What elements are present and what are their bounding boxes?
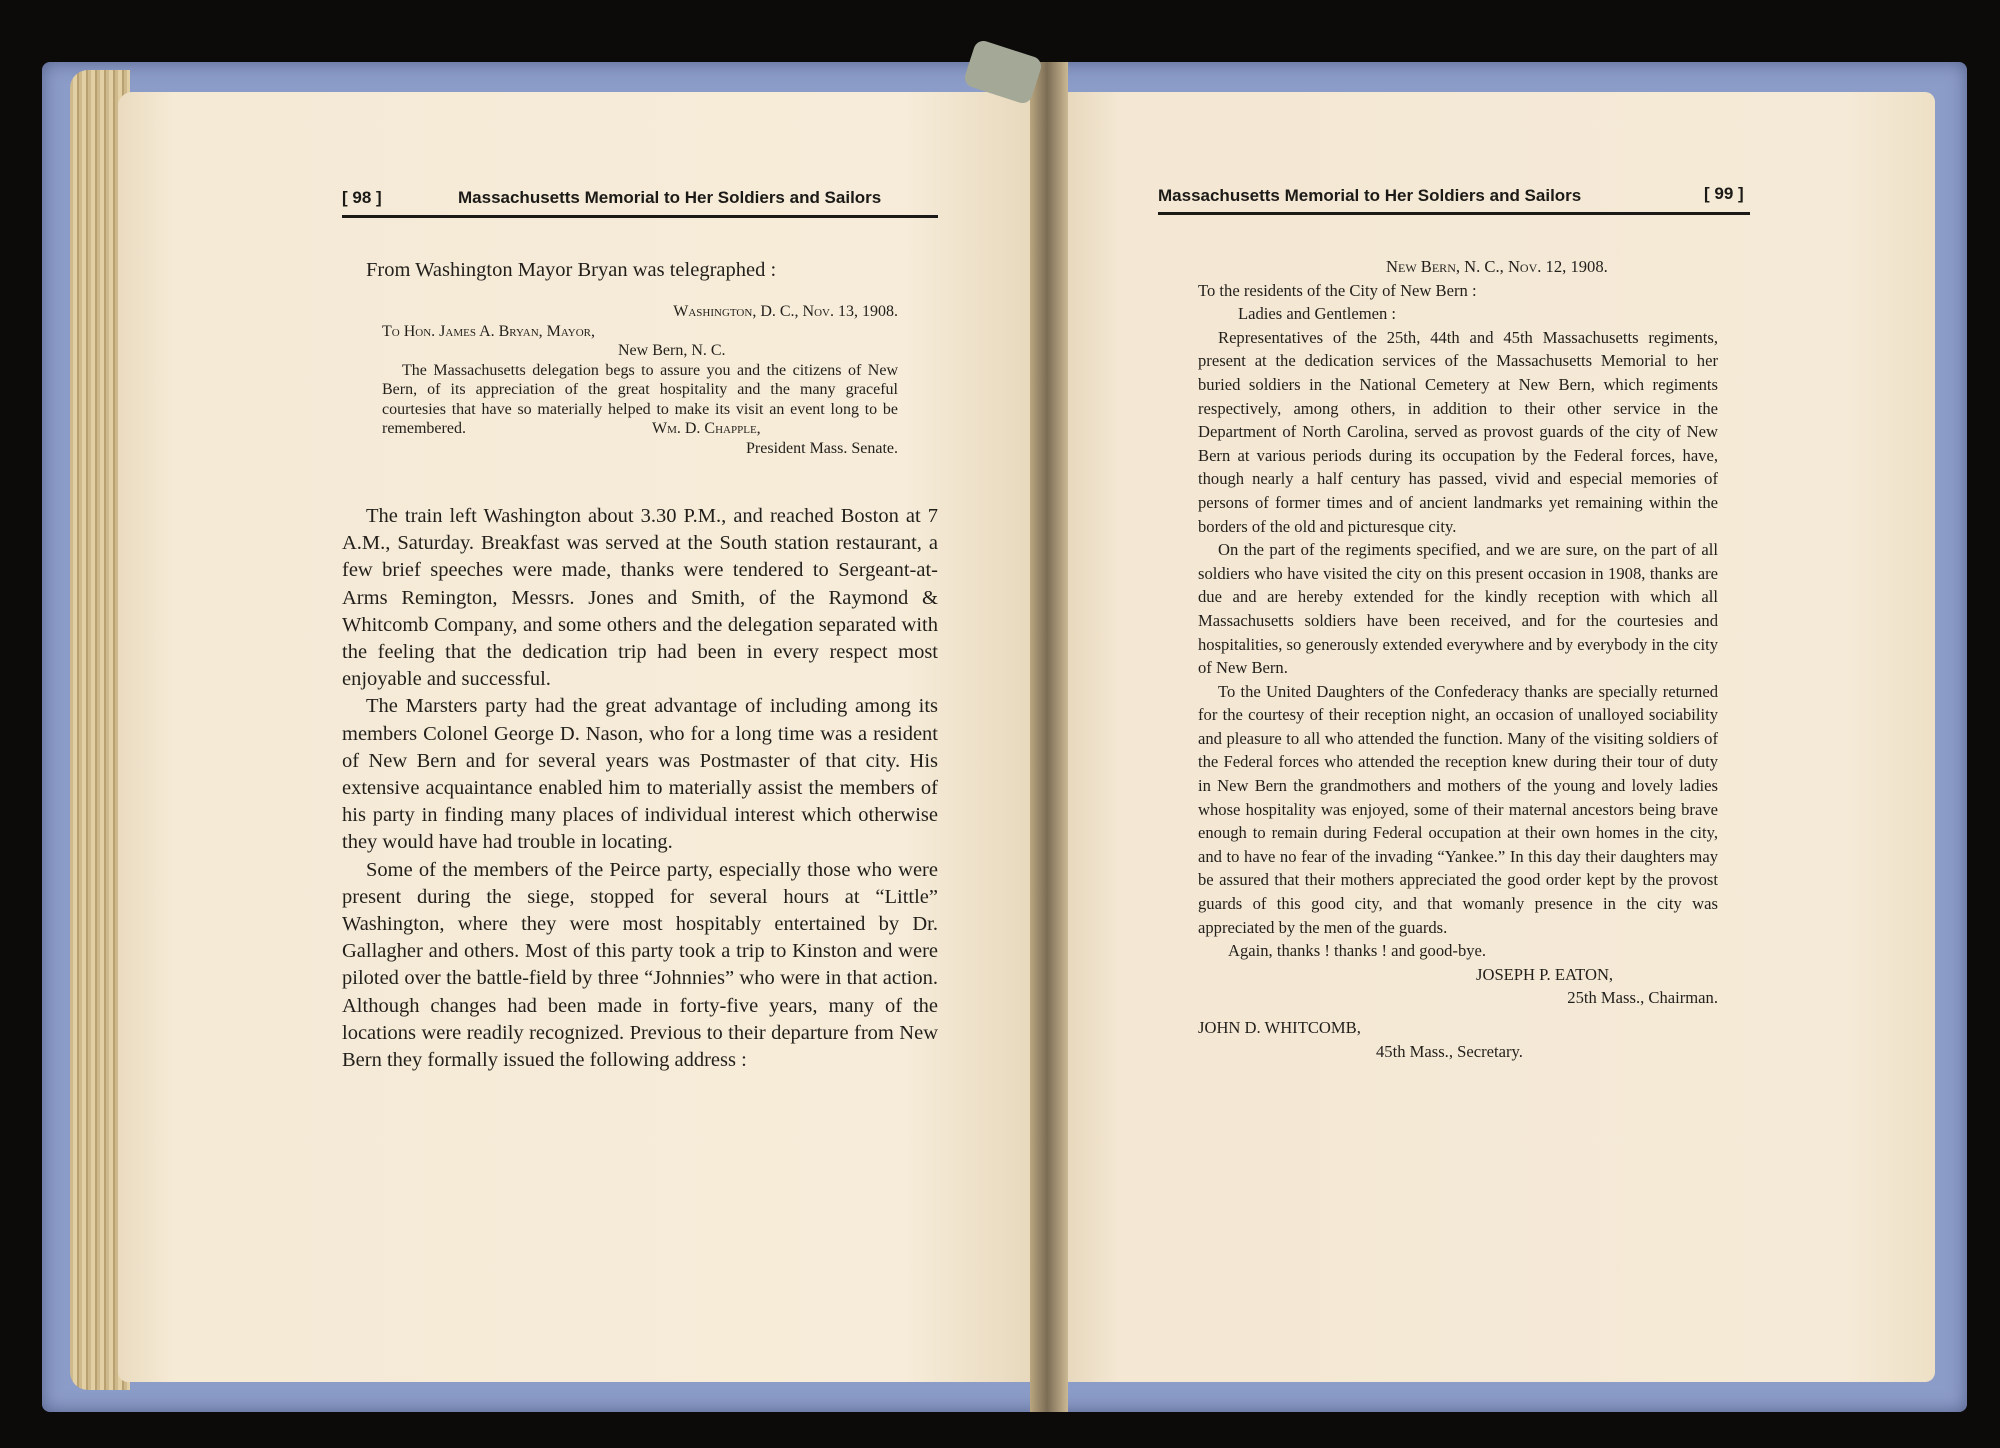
signer-eaton-title: 25th Mass., Chairman. [1567,988,1718,1008]
letter-salutation: Ladies and Gentlemen : [1238,304,1397,324]
paragraph: Some of the members of the Peirce party, especially those who were present during the siege, stopped for several hours at “Little” Washington, where they were most hospitably entertained by Dr. Gallagher and others. Most of this party took a trip to Kinston and were piloted over the battle-field by three “Johnnies” who were in that action. Although changes had been made in forty-five years, many of the locations were readily recognized. Previous to their departure from New Bern they formally issued the following address : [342,858,938,1072]
telegram-signer: Wm. D. Chapple, [652,420,761,437]
letter-dateline: New Bern, N. C., Nov. 12, 1908. [1386,257,1608,276]
signer-whitcomb-name: JOHN D. WHITCOMB, [1198,1018,1361,1037]
telegram-place: New Bern, N. C. [618,342,726,359]
letter-addressee: To the residents of the City of New Bern : [1198,280,1477,300]
telegram-dateline: Washington, D. C., Nov. 13, 1908. [673,303,898,320]
right-running-head: Massachusetts Memorial to Her Soldiers and Sailors [1158,186,1582,205]
right-page-number: [ 99 ] [1704,184,1744,203]
signer-eaton-name: JOSEPH P. EATON, [1476,964,1614,984]
right-body [1198,255,1718,1063]
telegram-block [382,302,898,458]
paragraph: The train left Washington about 3.30 P.M., and reached Boston at 7 A.M., Saturday. Breakfast was served at the South station restaurant, a few brief speeches were made, thanks were tendered to Sergeant-at-Arms Remington, Messrs. Jones and Smith, of the Raymond & Whitcomb Company, and some others and the delegation separated with the feeling that the dedication trip had been in every respect most enjoyable and successful. [342,505,938,691]
telegram-signer-title: President Mass. Senate. [746,439,898,457]
left-intro [342,257,938,284]
paragraph: On the part of the regiments specified, and we are sure, on the part of all soldiers who have visited the city on this present occasion in 1908, thanks are due and are hereby extended for the kindly reception with which all Massachusetts soldiers have been received, and for the courtesies and hospitalities, so generously extended everywhere and by everybody in the city of New Bern. [1198,540,1718,678]
intro-line: From Washington Mayor Bryan was telegraphed : [366,259,777,281]
paragraph: Representatives of the 25th, 44th and 45th Massachusetts regiments, present at the dedication services of the Massachusetts Memorial to her buried soldiers in the National Cemetery at New Bern, which regiments respectively, among others, in addition to their other service in the Department of North Carolina, served as provost guards of the city of New Bern at various periods during its occupation by the Federal forces, have, though nearly a half century has passed, vivid and especial memories of persons of former times and of ancient landmarks yet remaining within the borders of the old and picturesque city. [1198,327,1718,536]
left-body [342,503,938,1074]
left-running-head: Massachusetts Memorial to Her Soldiers and Sailors [458,188,882,207]
left-page-number: [ 98 ] [342,188,382,207]
paragraph: Again, thanks ! thanks ! and good-bye. [1228,941,1487,961]
paragraph: The Marsters party had the great advantage of including among its members Colonel George D. Nason, who for a long time was a resident of New Bern and for several years was Postmaster of that city. His extensive acquaintance enabled him to materially assist the members of his party in finding many places of individual interest which otherwise they would have had trouble in locating. [342,695,938,854]
paragraph: To the United Daughters of the Confederacy thanks are specially returned for the courtesy of their reception night, an occasion of unalloyed sociability and pleasure to all who attended the function. Many of the visiting soldiers of the Federal forces who attended the reception knew during their tour of duty in New Bern the grandmothers and mothers of the young and lovely ladies whose hospitality was enjoyed, some of their maternal ancestors being brave enough to remain during Federal occupation at their own homes in the city, and to have no fear of the invading “Yankee.” In this day their daughters may be assured that their mothers appreciated the good order kept by the provost guards of this good city, and that womanly presence in the city was appreciated by the men of the guards. [1198,681,1718,937]
left-head-rule [342,215,938,218]
book-gutter [1030,62,1068,1412]
telegram-to-line: To Hon. James A. Bryan, Mayor, [382,322,596,340]
telegram-body: The Massachusetts delegation begs to assure you and the citizens of New Bern, of its appreciation of the great hospitality and the many graceful courtesies that have so materially helped to make its visit an event long to be remembered. [382,361,898,437]
right-head-rule [1158,212,1750,215]
signer-whitcomb-title: 45th Mass., Secretary. [1376,1041,1523,1061]
